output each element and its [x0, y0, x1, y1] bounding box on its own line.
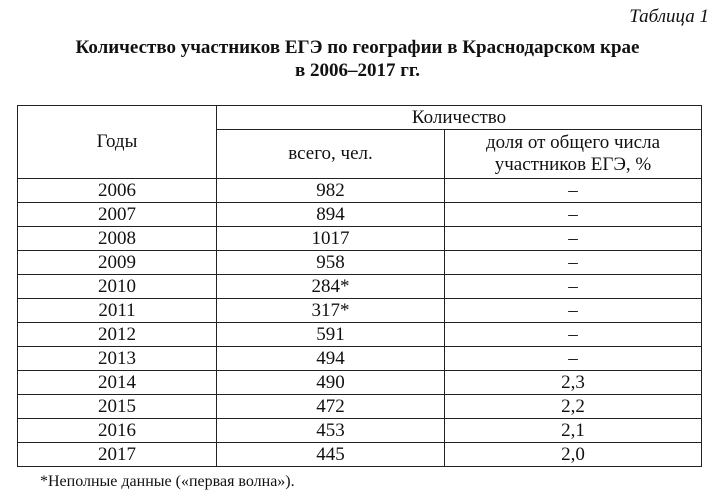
cell-share: – — [445, 179, 702, 203]
cell-year: 2016 — [18, 419, 217, 443]
table-row — [18, 275, 702, 299]
cell-year: 2009 — [18, 251, 217, 275]
table-row — [18, 323, 702, 347]
table-row — [18, 371, 702, 395]
cell-share: – — [445, 203, 702, 227]
table-row — [18, 347, 702, 371]
table-caption-line-1: Количество участников ЕГЭ по географии в Краснодарском крае — [75, 37, 640, 58]
header-total: всего, чел. — [217, 130, 445, 179]
cell-total: 453 — [217, 419, 445, 443]
table-number-label: Таблица 1 — [629, 6, 709, 27]
cell-total: 894 — [217, 203, 445, 227]
cell-share: – — [445, 299, 702, 323]
cell-year: 2006 — [18, 179, 217, 203]
header-years: Годы — [18, 106, 217, 179]
cell-total: 591 — [217, 323, 445, 347]
cell-year: 2010 — [18, 275, 217, 299]
table-row — [18, 419, 702, 443]
cell-total: 982 — [217, 179, 445, 203]
table-row — [18, 179, 702, 203]
cell-share: – — [445, 251, 702, 275]
cell-year: 2008 — [18, 227, 217, 251]
table-row — [18, 203, 702, 227]
cell-total: 958 — [217, 251, 445, 275]
cell-total: 1017 — [217, 227, 445, 251]
table-row — [18, 443, 702, 467]
table-row — [18, 395, 702, 419]
cell-year: 2007 — [18, 203, 217, 227]
cell-total: 445 — [217, 443, 445, 467]
table-row — [18, 251, 702, 275]
cell-total: 490 — [217, 371, 445, 395]
cell-share: – — [445, 227, 702, 251]
table-caption-line-2: в 2006–2017 гг. — [294, 60, 421, 81]
cell-year: 2011 — [18, 299, 217, 323]
cell-year: 2014 — [18, 371, 217, 395]
cell-total: 494 — [217, 347, 445, 371]
cell-share: – — [445, 323, 702, 347]
cell-total: 472 — [217, 395, 445, 419]
footnote: *Неполные данные («первая волна»). — [40, 473, 295, 490]
cell-year: 2015 — [18, 395, 217, 419]
cell-share: 2,2 — [445, 395, 702, 419]
cell-year: 2013 — [18, 347, 217, 371]
header-share: доля от общего числа участников ЕГЭ, % — [445, 130, 702, 179]
header-quantity: Количество — [217, 106, 702, 130]
cell-share: – — [445, 275, 702, 299]
cell-share: 2,3 — [445, 371, 702, 395]
cell-total: 317* — [217, 299, 445, 323]
cell-share: 2,1 — [445, 419, 702, 443]
table-row — [18, 227, 702, 251]
cell-total: 284* — [217, 275, 445, 299]
table-body — [18, 179, 702, 467]
table-row — [18, 299, 702, 323]
participants-table — [17, 105, 702, 467]
cell-year: 2017 — [18, 443, 217, 467]
cell-share: 2,0 — [445, 443, 702, 467]
cell-share: – — [445, 347, 702, 371]
cell-year: 2012 — [18, 323, 217, 347]
